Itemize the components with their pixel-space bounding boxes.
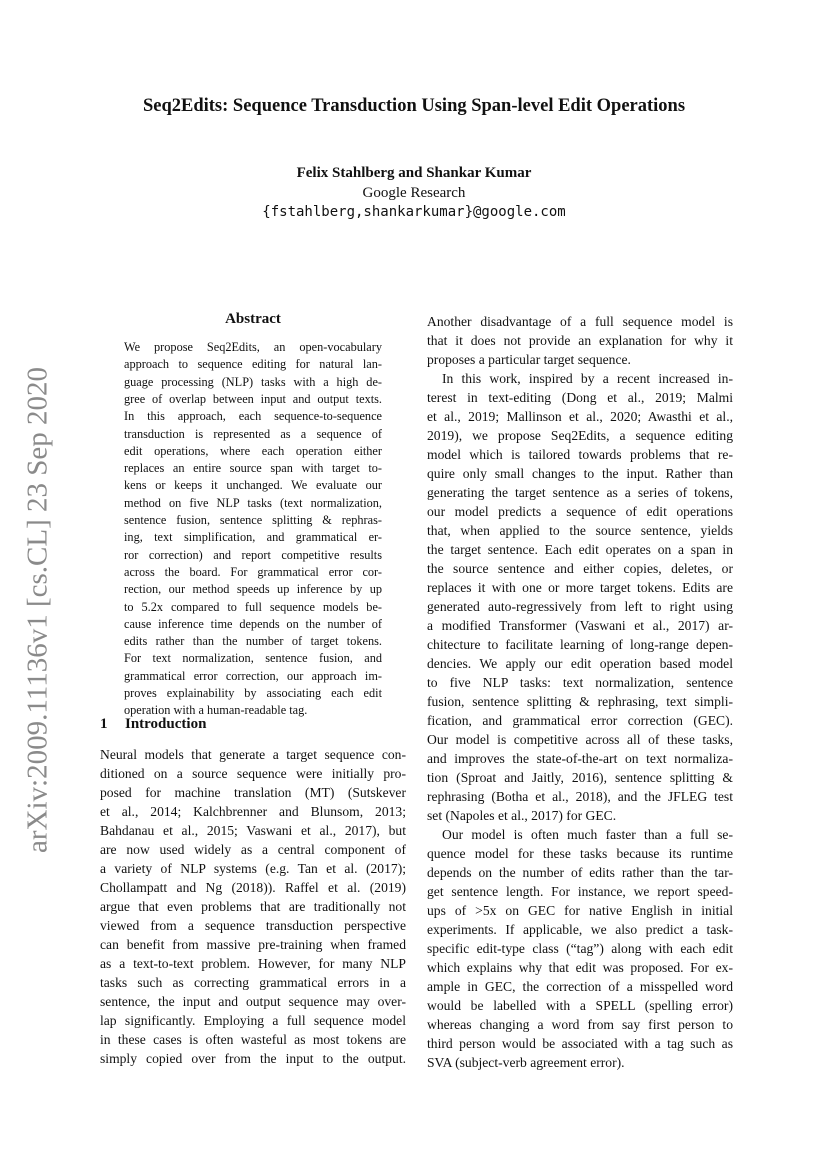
body-line: generated auto-regressively from left to right using xyxy=(427,599,733,614)
paper-title: Seq2Edits: Sequence Transduction Using Span-level Edit Operations xyxy=(142,96,686,116)
body-line: viewed from a sequence transduction perspective xyxy=(100,918,406,933)
body-line: fication, and grammatical error correction (GEC). xyxy=(427,713,733,728)
body-line: set (Napoles et al., 2017) for GEC. xyxy=(427,808,617,823)
abstract-line: In this approach, each sequence-to-sequence xyxy=(124,409,382,424)
body-line: Another disadvantage of a full sequence model is xyxy=(427,314,733,329)
body-line: as a text-to-text problem. However, for many NLP xyxy=(100,956,406,971)
body-line: Chollampatt and Ng (2018)). Raffel et al. (2019) xyxy=(100,880,406,895)
abstract-line: across the board. For grammatical error cor- xyxy=(124,564,382,579)
body-line: a modified Transformer (Vaswani et al., 2017) ar- xyxy=(427,618,733,633)
body-line: quence model for these tasks because its runtime xyxy=(427,846,733,861)
arxiv-stamp xyxy=(18,365,58,855)
body-line: In this work, inspired by a recent increased in- xyxy=(442,371,733,386)
body-line: our model predicts a sequence of edit operations xyxy=(427,504,733,519)
body-line: terest in text-editing (Dong et al., 2019; Malmi xyxy=(427,390,733,405)
body-line: experiments. If applicable, we also predict a task- xyxy=(427,922,733,937)
body-line: rephrasing (Botha et al., 2018), and the JFLEG test xyxy=(427,789,733,804)
body-line: quire only small changes to the input. Rather than xyxy=(427,466,733,481)
body-line: can benefit from massive pre-training when framed xyxy=(100,937,406,952)
body-line: a variety of NLP systems (e.g. Tan et al. (2017); xyxy=(100,861,406,876)
paper-authors: Felix Stahlberg and Shankar Kumar xyxy=(296,165,532,181)
body-line: specific edit-type class (“tag”) along with each edit xyxy=(427,941,733,956)
body-line: third person would be associated with a tag such as xyxy=(427,1036,733,1051)
body-line: that, when applied to the source sentence, yields xyxy=(427,523,733,538)
body-line: ample in GEC, the correction of a misspelled word xyxy=(427,979,733,994)
abstract-line: sentence fusion, sentence splitting & rephras- xyxy=(124,513,382,527)
body-line: and improves the state-of-the-art on text normaliza- xyxy=(427,751,733,766)
body-line: the target sentence. Each edit operates on a span in xyxy=(427,542,733,557)
arxiv-stamp-text: arXiv:2009.11136v1 [cs.CL] 23 Sep 2020 xyxy=(21,367,54,853)
author-affiliation: Google Research xyxy=(362,185,466,201)
body-line: the source sentence and either copies, deletes, or xyxy=(427,561,733,576)
body-line: Neural models that generate a target sequence con- xyxy=(100,747,406,762)
body-line: Our model is competitive across all of these tasks, xyxy=(427,732,733,747)
body-line: replaces it with one or more target tokens. Edits are xyxy=(427,580,733,595)
abstract-line: approach to sequence editing for natural lan- xyxy=(124,357,382,372)
body-line: depends on the number of edits rather than the tar- xyxy=(427,865,733,880)
abstract-line: rection, our method speeds up inference by up xyxy=(124,582,382,597)
body-line: tasks such as correcting grammatical errors in a xyxy=(100,975,406,990)
body-line: posed for machine translation (MT) (Sutskever xyxy=(100,785,406,800)
body-line: in these cases is often wasteful as most tokens are xyxy=(100,1032,406,1047)
body-line: simply copied over from the input to the output. xyxy=(100,1051,406,1066)
body-line: chitecture to facilitate learning of long-range depen- xyxy=(427,637,733,652)
section-number: 1 xyxy=(100,716,108,732)
body-line: argue that even problems that are traditionally not xyxy=(100,899,406,914)
body-line: SVA (subject-verb agreement error). xyxy=(427,1055,625,1070)
body-line: Our model is often much faster than a full se- xyxy=(442,827,733,842)
abstract-line: cause inference time depends on the number of xyxy=(124,616,382,631)
abstract-line: kens or keeps it unchanged. We evaluate our xyxy=(124,478,382,493)
body-line: get sentence length. For instance, we report speed- xyxy=(427,884,733,899)
body-line: sentence, the input and output sequence may over- xyxy=(100,994,406,1009)
abstract-line: to 5.2x compared to full sequence models be- xyxy=(124,599,382,614)
author-email-text: {fstahlberg,shankarkumar}@google.com xyxy=(262,204,566,220)
abstract-line: replaces an entire source span with target to- xyxy=(124,461,382,476)
body-line: which explains why that edit was proposed. For ex- xyxy=(427,960,733,975)
body-line: to five NLP tasks: text normalization, sentence xyxy=(427,675,733,690)
abstract-line: gree of overlap between input and output texts. xyxy=(124,391,382,406)
body-line: ups of >5x on GEC for native English in initial xyxy=(427,903,733,918)
body-line: whereas changing a word from say first person to xyxy=(427,1017,733,1032)
body-line: Bahdanau et al., 2015; Vaswani et al., 2017), but xyxy=(100,823,406,838)
body-line: tion (Sproat and Jaitly, 2016), sentence splitting & xyxy=(427,770,733,785)
body-line: that it does not provide an explanation for why it xyxy=(427,333,733,348)
abstract-line: edits rather than the number of target tokens. xyxy=(124,634,382,649)
section-title: Introduction xyxy=(125,716,207,732)
abstract-heading: Abstract xyxy=(225,311,281,327)
abstract-line: We propose Seq2Edits, an open-vocabulary xyxy=(124,340,382,354)
abstract-line: grammatical error correction, our approach im- xyxy=(124,668,382,683)
body-line: lap significantly. Employing a full sequence model xyxy=(100,1013,406,1028)
body-line: ditioned on a source sequence were initially pro- xyxy=(100,766,406,781)
abstract-line: method on five NLP tasks (text normalization, xyxy=(124,495,382,510)
abstract-line: transduction is represented as a sequence of xyxy=(124,426,382,441)
body-line: model which is tailored towards problems that re- xyxy=(427,447,733,462)
body-line: et al., 2014; Kalchbrenner and Blunsom, 2013; xyxy=(100,804,406,819)
abstract-line: ror correction) and report competitive results xyxy=(124,547,382,562)
abstract-line: operation with a human-readable tag. xyxy=(124,703,308,718)
abstract-line: proves explainability by associating each edit xyxy=(124,686,382,700)
body-line: et al., 2019; Mallinson et al., 2020; Awasthi et al., xyxy=(427,409,733,424)
body-line: would be labelled with a SPELL (spelling error) xyxy=(427,998,733,1013)
author-email xyxy=(0,204,828,221)
abstract-line: edit operations, where each operation either xyxy=(124,443,382,458)
abstract-line: guage processing (NLP) tasks with a high de- xyxy=(124,374,382,389)
body-line: 2019), we propose Seq2Edits, a sequence editing xyxy=(427,428,733,443)
body-line: proposes a particular target sequence. xyxy=(427,352,631,367)
body-line: are now used widely as a central component of xyxy=(100,842,406,857)
body-line: generating the target sentence as a series of tokens, xyxy=(427,485,733,500)
abstract-line: For text normalization, sentence fusion, and xyxy=(124,651,382,666)
abstract-line: ing, text simplification, and grammatical er- xyxy=(124,530,382,545)
body-line: fusion, sentence splitting & rephrasing, text simpli- xyxy=(427,694,733,709)
body-line: dencies. We apply our edit operation based model xyxy=(427,656,733,671)
